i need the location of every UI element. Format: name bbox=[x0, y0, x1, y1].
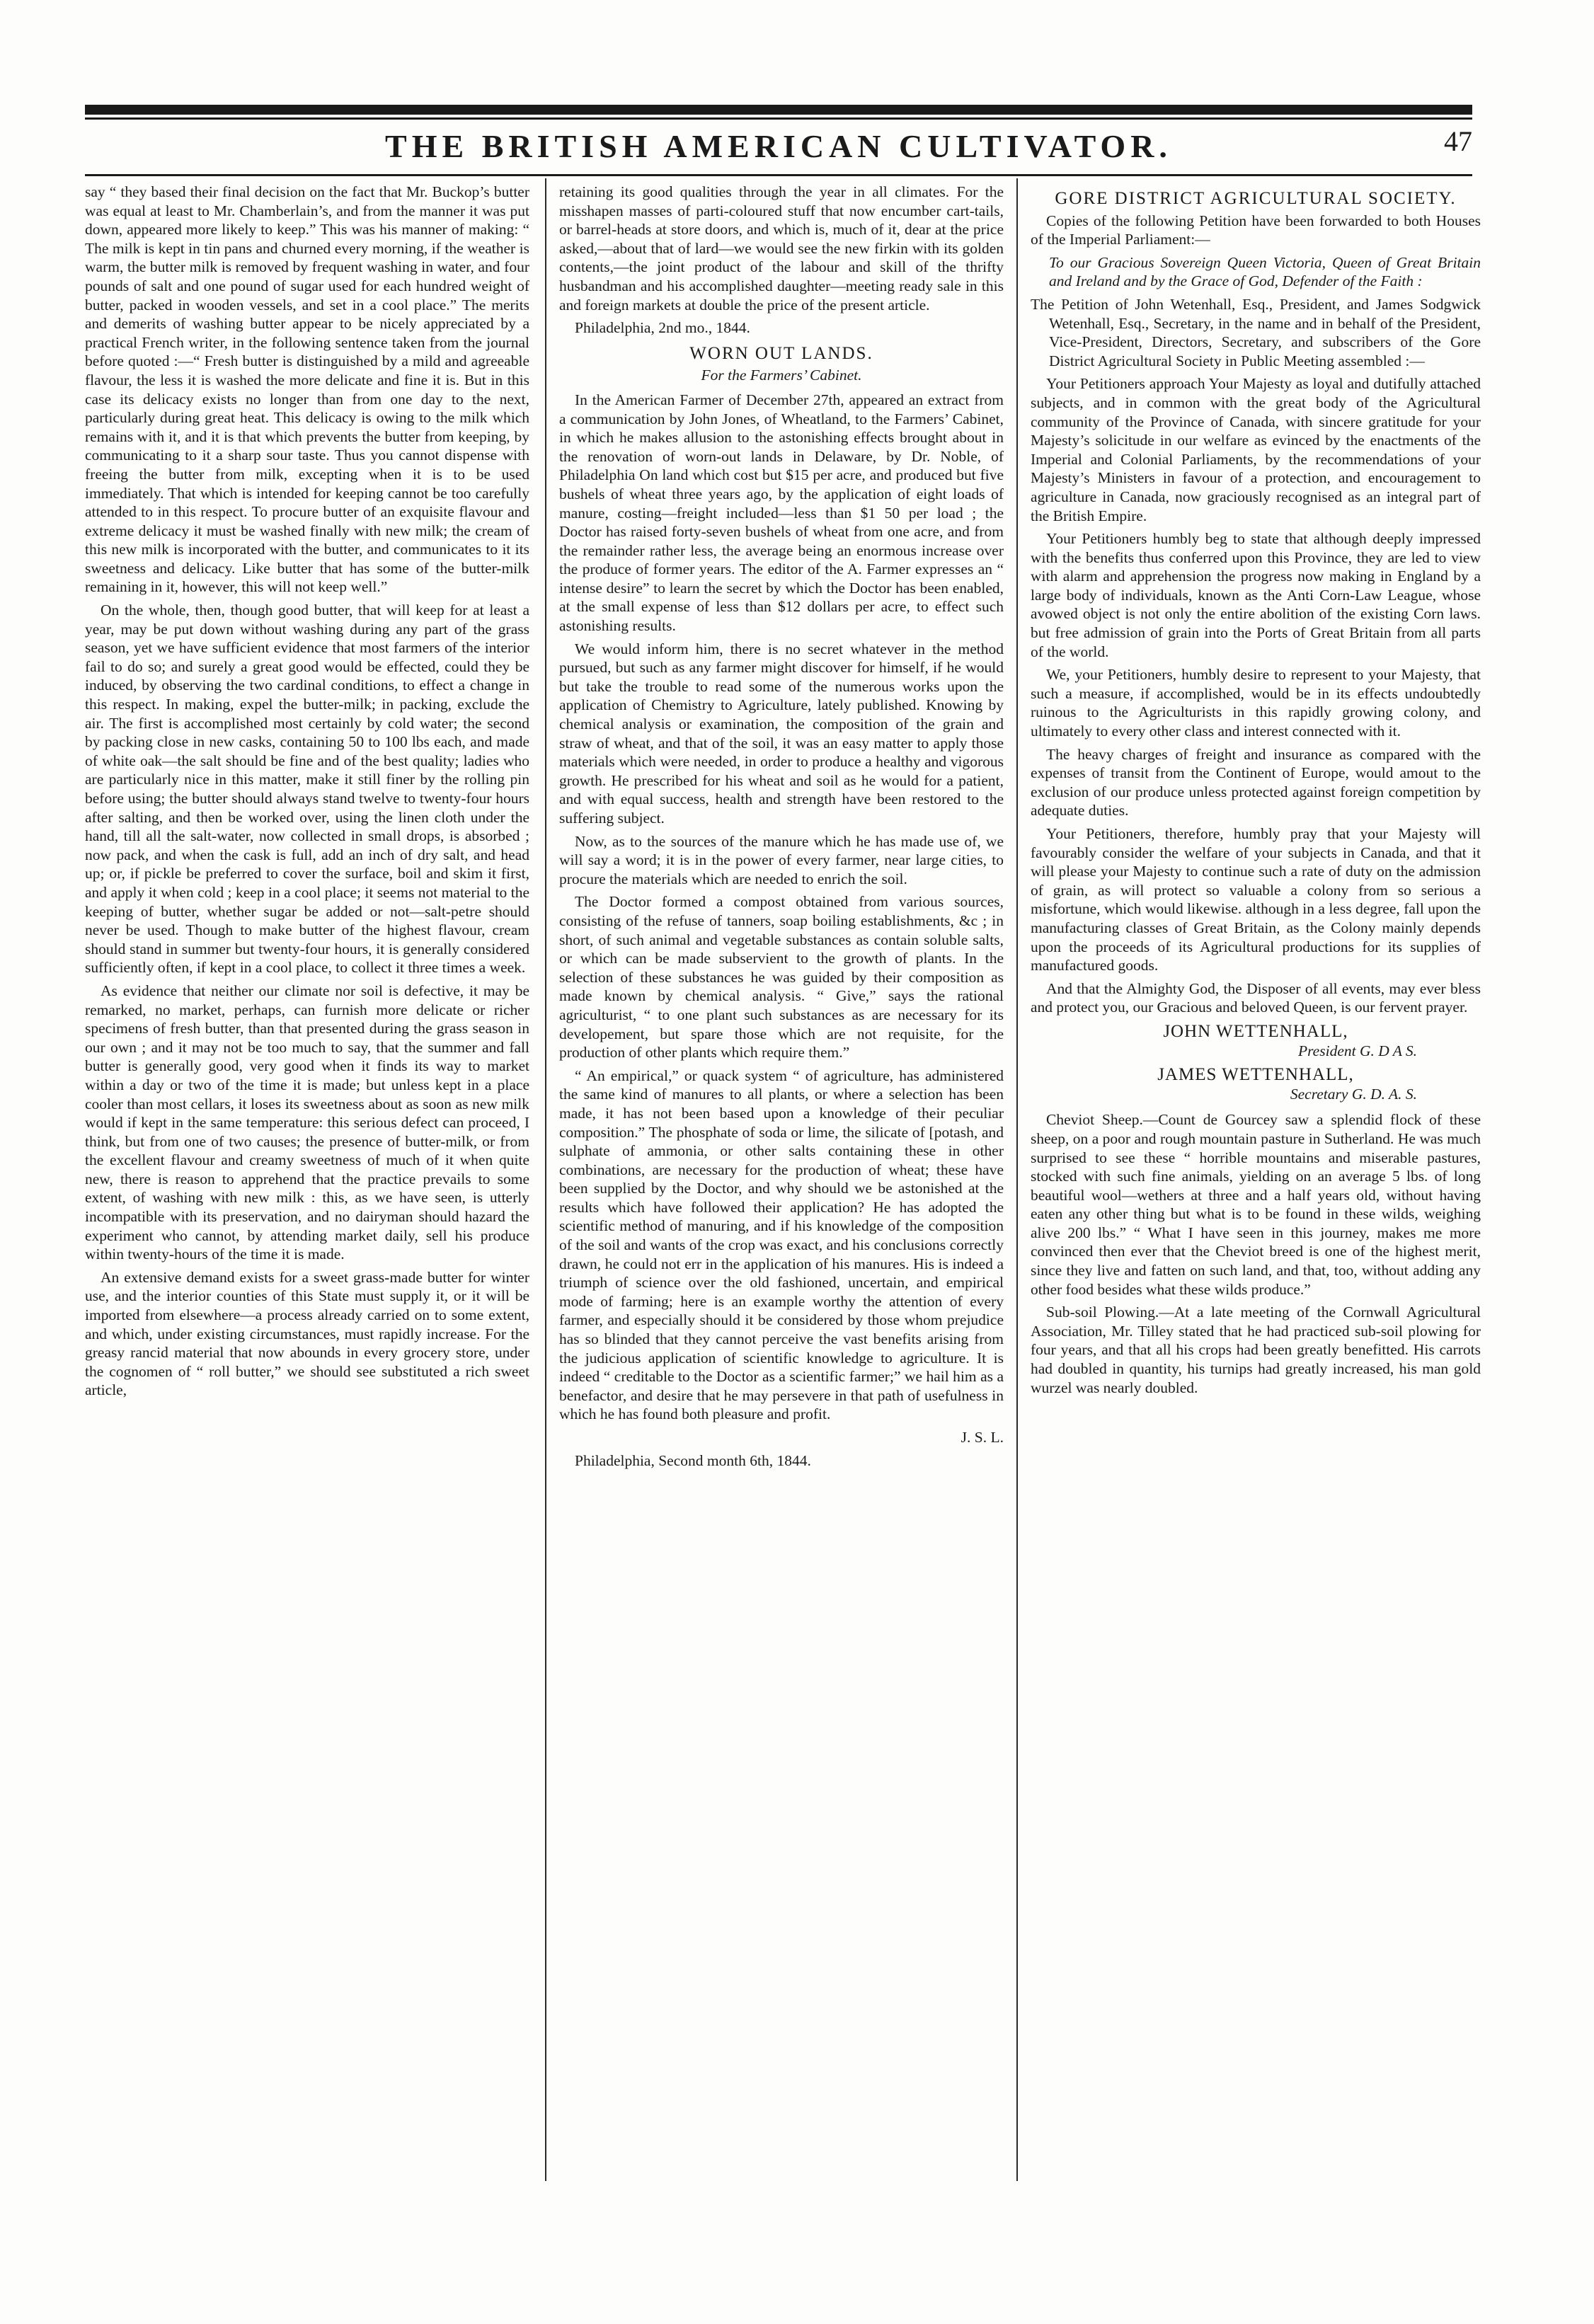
paragraph: Sub-soil Plowing.—At a late meeting of the Cornwall Agricultural Association, Mr. Tilley stated that he had practiced sub-soil plowing for four years, and that all his crops had been greatly benefitted. His carrots had doubled in quantity, his turnips had greatly increased, his man gold wurzel was nearly doubled. bbox=[1031, 1304, 1481, 1396]
signature-name: JAMES WETTENHALL, bbox=[1157, 1065, 1354, 1085]
paragraph: Copies of the following Petition have been forwarded to both Houses of the Imperial Parliament:— bbox=[1031, 212, 1481, 248]
paragraph: As evidence that neither our climate nor soil is defective, it may be remarked, no market, perhaps, can furnish more delicate or richer specimens of fresh butter, than that presented during the grass season in our own ; and it may not be too much to say, that the summer and fall butter is generally good, very good when it finds its way to market within a day or two of the time it is made; but unless kept in a place cooler than most cellars, it loses its sweetness about as soon as new milk would if kept in the same temperature: this serious defect can proceed, I think, but from one of two causes; the presence of butter-milk, or from the excellent flavour and creamy sweetness of much of it when quite new, there is reason to apprehend that the practice prevails to some extent, of washing with new milk : this, as we have seen, is utterly incompatible with its preservation, and no dairyman should hazard the experiment who cannot, by attending market daily, sell his produce within twenty-hours of the time it is made. bbox=[85, 982, 529, 1263]
masthead-rule bbox=[85, 174, 1472, 176]
top-thin-rule bbox=[85, 117, 1472, 120]
paragraph: The heavy charges of freight and insurance as compared with the expenses of transit from the Continent of Europe, would amout to the exclusion of our produce unless protected against foreign competition by adequate duties. bbox=[1031, 745, 1481, 819]
paragraph: The Doctor formed a compost obtained from various sources, consisting of the refuse of tanners, soap boiling establishments, &c ; in short, of such animal and vegetable substances as contain soluble salts, or which can be made subservient to the growth of plants. In the selection of these substances he was guided by their composition as made known by chemical analysis. “ Give,” says the rational agriculturist, “ to one plant such substances as are necessary for its developement, but spare those which are not requisite, for the production of other plants which require them.” bbox=[559, 893, 1004, 1062]
paragraph: We would inform him, there is no secret whatever in the method pursued, but such as any farmer might discover for himself, if he would but take the trouble to read some of the numerous works upon the application of Chemistry to Agriculture, lately published. Knowing by chemical analysis or examination, the composition of the grain and straw of wheat, and that of the soil, it was an easy matter to apply those materials which were needed, in order to produce a healthy and vigorous growth. He prescribed for his wheat and soil as he would for a patient, and with equal success, health and strength have been restored to the suffering subject. bbox=[559, 640, 1004, 827]
article-heading: GORE DISTRICT AGRICULTURAL SOCIETY. bbox=[1055, 189, 1457, 208]
paragraph: Your Petitioners approach Your Majesty as loyal and dutifully attached subjects, and in common with the great body of the Agricultural community of the Province of Canada, with sincere gratitude for your Majesty’s solicitude in our welfare as evinced by the enactments of the Imperial and Colonial Parliaments, by the recommendations of your Majesty’s Ministers in favour of a protection, and encouragement to agriculture in Canada, now graciously recognised as an integral part of the British Empire. bbox=[1031, 375, 1481, 524]
masthead-title: THE BRITISH AMERICAN CULTIVATOR. bbox=[385, 128, 1172, 164]
paragraph: Cheviot Sheep.—Count de Gourcey saw a splendid flock of these sheep, on a poor and rough mountain pasture in Sutherland. He was much surprised to see these “ horrible mountains and miserable pastures, stocked with such fine animals, yielding on an average 5 lbs. of long beautiful wool—wethers at three and a half years old, without having eaten any other thing but what is to be found in these wilds, weighing alive 200 lbs.” “ What I have seen in this journey, makes me more convinced then ever that the Cheviot breed is one of the highest merit, since they live and fatten on such land, and that, too, without adding any other food besides what these wilds produce.” bbox=[1031, 1111, 1481, 1298]
column-2 bbox=[559, 183, 1004, 2178]
article-heading: WORN OUT LANDS. bbox=[689, 343, 873, 363]
paragraph: “ An empirical,” or quack system “ of agriculture, has administered the same kind of manures to all plants, or where a selection has been made, it has not been based upon a knowledge of their peculiar composition.” The phosphate of soda or lime, the silicate of [potash, and sulphate of ammonia, or other salts containing these in other combinations, are necessary for the production of wheat; these have been supplied by the Doctor, and why should we be astonished at the results which have followed their application? He has adopted the scientific method of manuring, and if his knowledge of the composition of the soil and wants of the crop was exact, and his conclusions correctly drawn, he could not err in the application of his manures. His is indeed a triumph of science over the old fashioned, uncertain, and empirical mode of farming; here is an example worthy the attention of every farmer, and especially should it be considered by those whom prejudice has so blinded that they cannot perceive the vast benefits arising from the judicious application of scientific knowledge to agriculture. It is indeed “ creditable to the Doctor as a scientific farmer;” we hail him as a benefactor, and desire that he may persevere in that path of usefulness in which he has found both pleasure and profit. bbox=[559, 1066, 1004, 1423]
author-initials: J. S. L. bbox=[961, 1429, 1004, 1446]
paragraph: And that the Almighty God, the Disposer of all events, may ever bless and protect you, our Gracious and beloved Queen, is our fervent prayer. bbox=[1031, 979, 1481, 1016]
column-divider-1 bbox=[545, 178, 546, 2181]
column-3 bbox=[1031, 183, 1481, 2178]
paragraph: An extensive demand exists for a sweet grass-made butter for winter use, and the interior counties of this State must supply it, or it will be imported from elsewhere—a process already carried on to some extent, and which, under existing circumstances, must rapidly increase. For the greasy rancid material that now abounds in every grocery store, under the cognomen of “ roll butter,” we should see substituted a rich sweet article, bbox=[85, 1268, 529, 1399]
paragraph: say “ they based their final decision on the fact that Mr. Buckop’s butter was equal at least to Mr. Chamberlain’s, and from the manner it was put down, appeared more likely to keep.” This was his manner of making: “ The milk is kept in tin pans and churned every morning, if the weather is warm, the butter milk is removed by frequent washing in water, and four pounds of salt and one pound of sugar used for each hundred weight of butter, packed in wooden vessels, and set in a cool place.” The merits and demerits of washing butter appear to be nicely appreciated by a practical French writer, in the following sentence taken from the journal before quoted :—“ Fresh butter is distinguished by a mild and agreeable flavour, the less it is washed the more delicate and fine it is. But in this case its delicacy exists no longer than from one day to the next, particularly during great heat. This delicacy is owing to the milk which remains with it, and it is that which prevents the butter from keeping, by communicating to it a sharp sour taste. Thus you cannot dispense with freeing the butter from milk, excepting when it is to be used immediately. That which is intended for keeping cannot be too carefully attended to in this respect. To procure butter of an exquisite flavour and extreme delicacy it must be washed finally with new milk; the cream of this new milk is incorporated with the butter, and communicates to it its sweetness and delicacy. Like butter that has some of the butter-milk remaining in it, however, this will not keep well.” bbox=[85, 183, 529, 596]
column-1 bbox=[85, 183, 529, 2178]
top-thick-rule bbox=[85, 105, 1472, 115]
signature-title: President G. D A S. bbox=[1297, 1042, 1417, 1059]
paragraph: Your Petitioners humbly beg to state that although deeply impressed with the benefits thus conferred upon this Province, they are led to view with alarm and apprehension the progress now making in England by a large body of individuals, known as the Anti Corn-Law League, whose avowed object is not only the entire abolition of the existing Corn laws. but free admission of grain into the Ports of Great Britain from all parts of the world. bbox=[1031, 530, 1481, 660]
signature-title: Secretary G. D. A. S. bbox=[1290, 1085, 1417, 1103]
dedication: To our Gracious Sovereign Queen Victoria, Queen of Great Britain and Ireland and by the Grace of God, Defender of the Faith : bbox=[1049, 253, 1481, 290]
dateline: Philadelphia, Second month 6th, 1844. bbox=[575, 1451, 811, 1469]
dateline: Philadelphia, 2nd mo., 1844. bbox=[575, 319, 750, 337]
petition-preamble: The Petition of John Wetenhall, Esq., President, and James Sodgwick Wetenhall, Esq., Secretary, in the name and in behalf of the President, Vice-President, Directors, Secretary, and subscribers of the Gore District Agricultural Society in Public Meeting assembled :— bbox=[1031, 295, 1481, 369]
paragraph: In the American Farmer of December 27th, appeared an extract from a communication by John Jones, of Wheatland, to the Farmers’ Cabinet, in which he makes allusion to the astonishing effects brought about in the renovation of worn-out lands in Delaware, by Dr. Noble, of Philadelphia On land which cost but $15 per acre, and produced but five bushels of wheat three years ago, by the application of eight loads of manure, costing—freight included—less than $1 50 per load ; the Doctor has raised forty-seven bushels of wheat from one acre, and from the remainder rather less, the average being an enormous increase over the produce of former years. The editor of the A. Farmer expresses an “ intense desire” to learn the secret by which the Doctor has been enabled, at the small expense of less than $12 dollars per acre, to effect such astonishing results. bbox=[559, 391, 1004, 635]
paragraph: We, your Petitioners, humbly desire to represent to your Majesty, that such a measure, if accomplished, would be in its effects undoubtedly ruinous to the Agriculturists in this rapidly growing colony, and ultimately to every other class and interest connected with it. bbox=[1031, 666, 1481, 740]
signature-name: JOHN WETTENHALL, bbox=[1163, 1021, 1348, 1041]
paragraph: Now, as to the sources of the manure which he has made use of, we will say a word; it is in the power of every farmer, near large cities, to procure the materials which are needed to enrich the soil. bbox=[559, 832, 1004, 887]
spacer bbox=[1031, 1103, 1481, 1110]
article-subheading: For the Farmers’ Cabinet. bbox=[701, 367, 862, 384]
column-divider-2 bbox=[1016, 178, 1018, 2181]
paragraph: Your Petitioners, therefore, humbly pray that your Majesty will favourably consider the welfare of your subjects in Canada, and that it will please your Majesty to continue such a rate of duty on the admission of grain, as will protect so valuable a colony from so serious a misfortune, which would likewise. although in a less degree, fall upon the manufacturing classes of Great Britain, as the Colony mainly depends upon the proceeds of its Agricultural productions for its supplies of manufactured goods. bbox=[1031, 825, 1481, 974]
paragraph: On the whole, then, though good butter, that will keep for at least a year, may be put down without washing during any part of the grass season, yet we have sufficient evidence that most farmers of the interior fail to do so; and surely a great good would be effected, could they be induced, by observing the two cardinal conditions, to effect a change in this respect. In making, expel the butter-milk; in packing, exclude the air. The first is accomplished most certainly by cold water; the second by packing close in new casks, containing 50 to 100 lbs each, and made of white oak—the salt should be fine and of the best quality; ladies who are particularly nice in this matter, make it still finer by the rolling pin before using; the butter should always stand twelve to twenty-four hours after salting, and then be worked over, using the linen cloth under the hand, till all the salt-water, now collected in small drops, is absorbed ; now pack, and when the cask is full, add an inch of dry salt, and head up; or, if pickle be preferred to cover the surface, boil and skim it first, and apply it when cold ; keep in a cool place; it seems not material to the keeping of butter, whether sugar be added or not—salt-petre should never be used. Though to make butter of the highest flavour, cream should stand in summer but twenty-four hours, it is generally considered sufficiently often, if kept in a cool place, to collect it three times a week. bbox=[85, 602, 529, 977]
page-number: 47 bbox=[1444, 125, 1472, 157]
paragraph: retaining its good qualities through the year in all climates. For the misshapen masses of parti-coloured stuff that now encumber cart-tails, or barrel-heads at store doors, and which is, much of it, dear at the price asked,—about that of lard—we would see the new firkin with its golden contents,—the joint product of the labour and skill of the thrifty husbandman and his accomplished daughter—meeting ready sale in this and foreign markets at double the price of the present article. bbox=[559, 183, 1004, 313]
